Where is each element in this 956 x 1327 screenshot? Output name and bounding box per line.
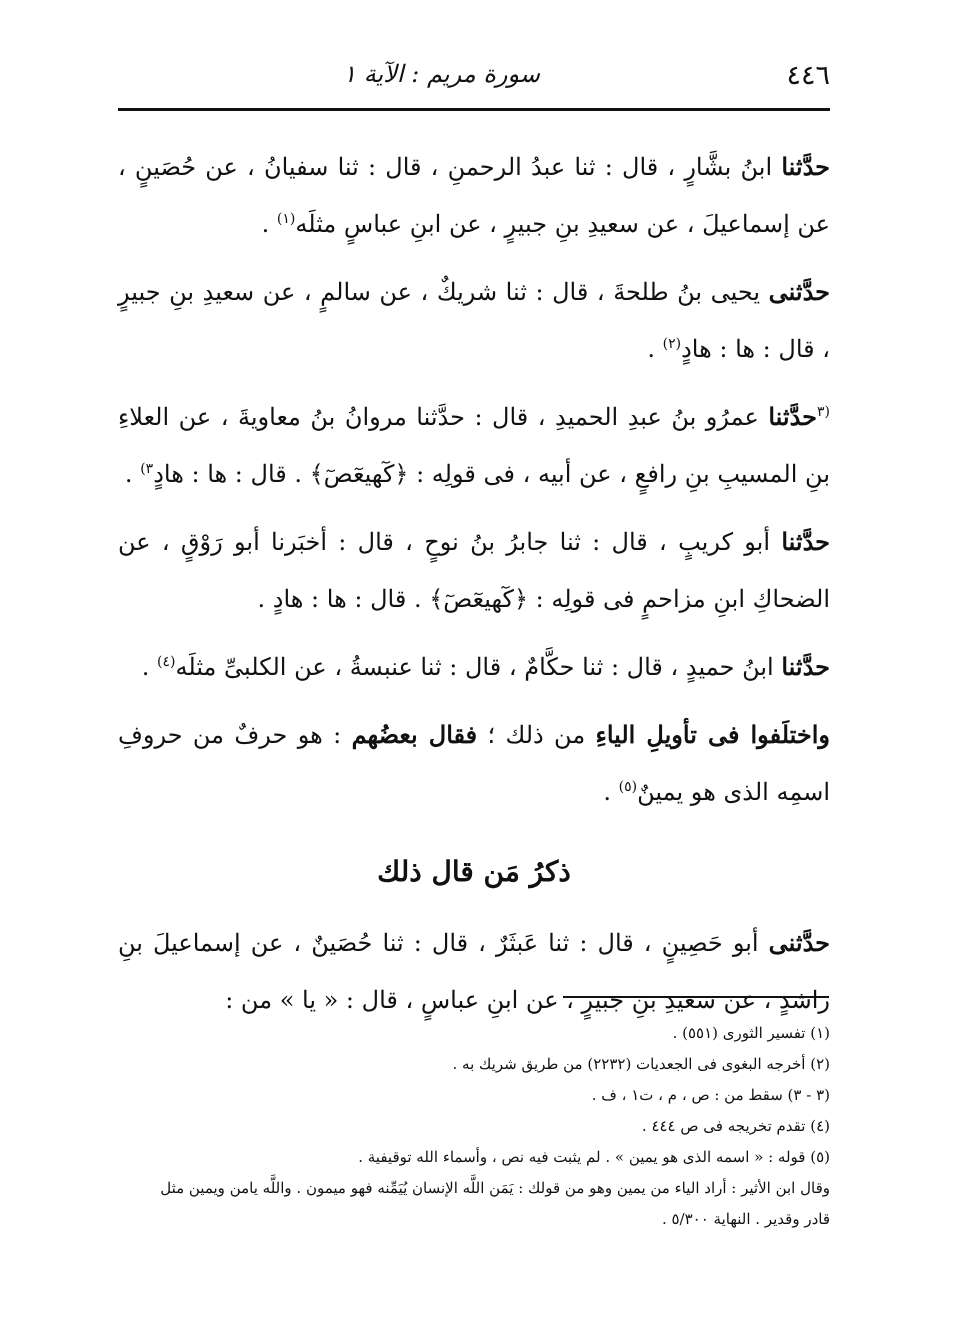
running-head: سورة مريم : الآية ١ (343, 60, 540, 88)
footnote-3: (٣ - ٣) سقط من : ص ، م ، ت١ ، ف . (591, 1086, 830, 1104)
paragraph-text: من ذلك ؛ (477, 721, 596, 749)
paragraph-text: أبو حَصِينٍ ، قال : ثنا عَبثَرٌ ، قال : ثنا حُصَينٌ ، عن إسماعيلَ بنِ راشدٍ ، عن سعيدِ بنِ جبيرٍ ، عن ابنِ عباسٍ ، قال : « يا » من : (118, 929, 830, 1014)
paragraph-text: عمرُو بنُ عبدِ الحميدِ ، قال : حدَّثنا مروانُ بنُ معاويةَ ، عن العلاءِ بنِ المسيبِ بنِ رافعٍ ، عن أبيه ، فى قولِه : ﴿كٓهيعٓصٓ﴾ . قال : ها : هادٍ (118, 403, 830, 488)
footnote-1: (١) تفسير الثورى (٥٥١) . (672, 1024, 830, 1042)
paragraph-lead: واختلَفوا فى تأويلِ الياءِ (595, 720, 831, 749)
footnote-5-continued: وقال ابن الأثير : أراد الياء من يمين وهو من قولك : يَمَن اللَّه الإنسان يُيَمِّنه فهو ميمون . واللَّه يامن ويمين مثل (160, 1179, 830, 1197)
section-heading: ذكرُ مَن قال ذلك (377, 855, 571, 888)
footnote-marker: (٢) (662, 336, 682, 352)
paragraph-lead: حدَّثنا (781, 652, 830, 681)
paragraph-text-2: : هو حرفٌ من حروفِ اسمِه الذى هو يمينٌ (118, 721, 830, 806)
paragraph-tail: . (141, 653, 158, 681)
main-text (118, 138, 830, 1039)
paragraph-text: ابنُ بشَّارٍ ، قال : ثنا عبدُ الرحمنِ ، قال : ثنا سفيانُ ، عن حُصَينٍ ، عن إسماعيلَ ، عن سعيدِ بنِ جبيرٍ ، عن ابنِ عباسٍ مثلَه (118, 153, 830, 238)
page-number: ٤٤٦ (786, 60, 830, 91)
paragraph-lead: حدَّثنا (781, 152, 830, 181)
paragraph-lead-2: فقال بعضُهم (351, 720, 478, 749)
paragraph-lead: حدَّثنى (768, 928, 830, 957)
footnote-5: (٥) قوله : « اسمه الذى هو يمين » . لم يثبت فيه نص ، وأسماء الله توقيفية . (358, 1148, 830, 1166)
paragraph-tail: . (124, 460, 141, 488)
header-rule (118, 108, 830, 111)
paragraph-2 (118, 263, 830, 378)
paragraph-5 (118, 638, 830, 696)
paragraph-3 (118, 388, 830, 503)
footnote-marker: (١) (276, 211, 296, 227)
paragraph-tail: . (647, 335, 663, 363)
paragraph-lead: حدَّثنى (768, 277, 830, 306)
paragraph-tail: . (603, 778, 619, 806)
paragraph-7 (118, 914, 830, 1029)
page-header (118, 52, 830, 102)
footnote-2: (٢) أخرجه البغوى فى الجعديات (٢٢٣٢) من طريق شريك به . (452, 1055, 830, 1073)
footnote-marker-open: (٣ (817, 404, 830, 420)
paragraph-tail: . (261, 210, 277, 238)
footnote-4: (٤) تقدم تخريجه فى ص ٤٤٤ . (641, 1117, 830, 1135)
paragraph-text: أبو كريبٍ ، قال : ثنا جابرُ بنُ نوحٍ ، قال : أخبَرنا أبو رَوْقٍ ، عن الضحاكِ ابنِ مزاحمٍ فى قولِه : ﴿كٓهيعٓصٓ﴾ . قال : ها : هادٍ . (118, 528, 830, 613)
footnote-marker: (٤) (157, 654, 176, 670)
paragraph-lead: حدَّثنا (781, 527, 830, 556)
paragraph-4 (118, 513, 830, 628)
paragraph-lead: حدَّثنا (768, 402, 817, 431)
footnote-marker: (٥) (618, 779, 638, 795)
paragraph-text: يحيى بنُ طلحةَ ، قال : ثنا شريكٌ ، عن سالمٍ ، عن سعيدِ بنِ جبيرٍ ، قال : ها : هادٍ (118, 278, 830, 363)
footnotes (118, 1018, 830, 1235)
footnote-5-end: قادر وقدير . النهاية ٥/٣٠٠ . (661, 1210, 830, 1228)
paragraph-text: ابنُ حميدٍ ، قال : ثنا حكَّامٌ ، قال : ثنا عنبسةُ ، عن الكلبىِّ مثلَه (175, 653, 782, 681)
footnote-rule (563, 996, 829, 998)
paragraph-1 (118, 138, 830, 253)
paragraph-6 (118, 706, 830, 821)
footnote-marker: ٣) (140, 461, 154, 477)
